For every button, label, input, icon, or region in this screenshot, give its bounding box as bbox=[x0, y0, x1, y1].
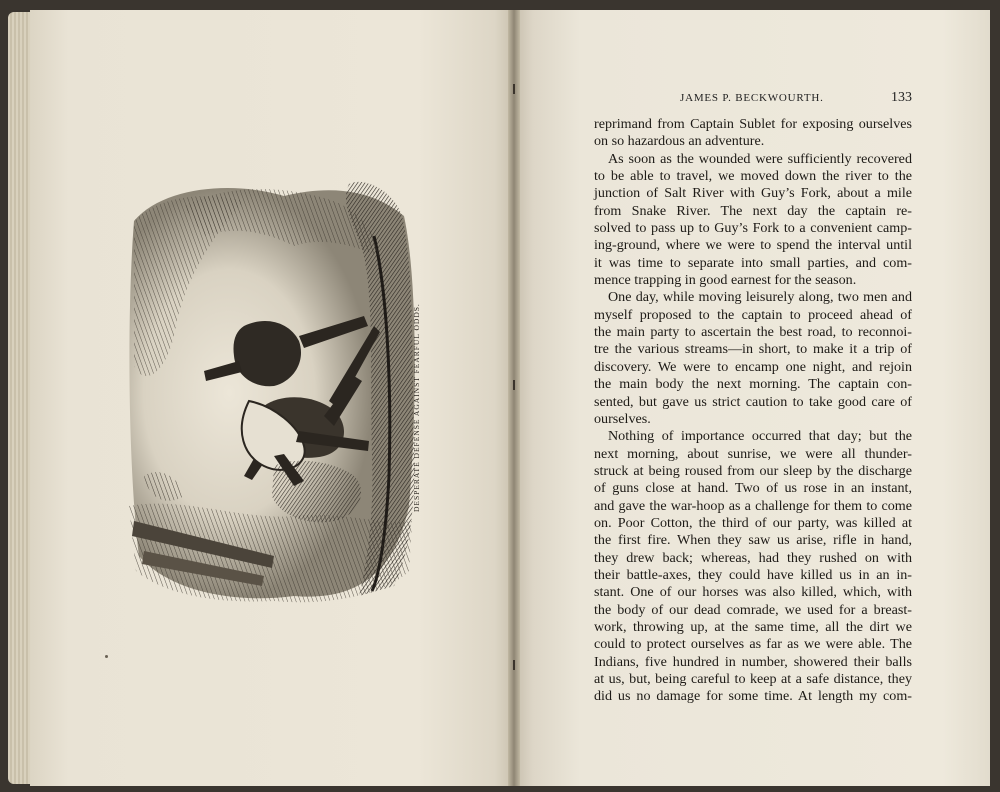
text-line: the main body the next morning. The captain con- bbox=[594, 376, 912, 393]
text-line: sented, but gave us strict caution to take good care of bbox=[594, 393, 912, 410]
text-line: tre the various streams—in short, to make it a trip of bbox=[594, 341, 912, 358]
text-line: the body of our dead comrade, we used for a breast- bbox=[594, 601, 912, 618]
text-line: on so hazardous an adventure. bbox=[594, 133, 765, 150]
text-line: they drew back; whereas, had they rushed on with bbox=[594, 549, 912, 566]
engraving-illustration bbox=[124, 176, 424, 606]
text-line: Nothing of importance occurred that day; but the bbox=[608, 428, 912, 445]
page-header bbox=[594, 90, 912, 108]
running-head: JAMES P. BECKWOURTH. bbox=[680, 92, 824, 104]
body-text bbox=[594, 116, 912, 706]
text-line: One day, while moving leisurely along, two men and bbox=[608, 289, 912, 306]
text-line: As soon as the wounded were sufficiently recovered bbox=[608, 150, 912, 167]
binding-stitch bbox=[513, 660, 515, 670]
page-mark bbox=[105, 655, 108, 658]
text-line: could to protect ourselves as far as we were able. The bbox=[594, 636, 912, 653]
page-number: 133 bbox=[891, 90, 912, 105]
text-line: from Snake River. The next day the captain re- bbox=[594, 202, 912, 219]
text-line: mence trapping in good earnest for the season. bbox=[594, 272, 857, 289]
text-line: next morning, about sunrise, we were all thunder- bbox=[594, 445, 912, 462]
text-line: on. Poor Cotton, the third of our party, was killed at bbox=[594, 514, 912, 531]
text-line: junction of Salt River with Guy’s Fork, about a mile bbox=[594, 185, 912, 202]
binding-stitch bbox=[513, 380, 515, 390]
text-line: and gave the war-hoop as a challenge for them to come bbox=[594, 497, 912, 514]
text-line: to be able to travel, we moved down the river to the bbox=[594, 168, 912, 185]
text-line: the main party to ascertain the best road, to reconnoi- bbox=[594, 324, 912, 341]
text-line: solved to pass up to Guy’s Fork to a convenient camp- bbox=[594, 220, 912, 237]
text-line: did us no damage for some time. At length my com- bbox=[594, 688, 912, 705]
text-line: reprimand from Captain Sublet for exposing ourselves bbox=[594, 116, 912, 132]
text-line: myself proposed to the captain to proceed ahead of bbox=[594, 306, 912, 323]
binding-stitch bbox=[513, 84, 515, 94]
text-line: work, throwing up, at the same time, all the dirt we bbox=[594, 618, 912, 635]
text-line: Indians, five hundred in number, showered their balls bbox=[594, 653, 912, 670]
text-line: stant. One of our horses was also killed, which, with bbox=[594, 584, 912, 601]
text-line: discovery. We were to encamp one night, and rejoin bbox=[594, 358, 912, 375]
text-line: ourselves. bbox=[594, 410, 651, 427]
text-line: the first fire. When they saw us arise, rifle in hand, bbox=[594, 532, 912, 549]
text-line: at us, but, being careful to keep at a safe distance, they bbox=[594, 671, 912, 687]
text-line: ing-ground, where we were to spend the interval until bbox=[594, 237, 912, 254]
text-line: struck at being roused from our sleep by the discharge bbox=[594, 462, 912, 479]
illustration-caption: DESPERATE DEFENSE AGAINST FEARFUL ODDS. bbox=[412, 303, 421, 512]
text-line: it was time to separate into small parties, and com- bbox=[594, 254, 912, 271]
text-line: of guns close at hand. Two of us rose in an instant, bbox=[594, 480, 912, 497]
text-line: their battle-axes, they could have killed us in an in- bbox=[594, 566, 912, 583]
